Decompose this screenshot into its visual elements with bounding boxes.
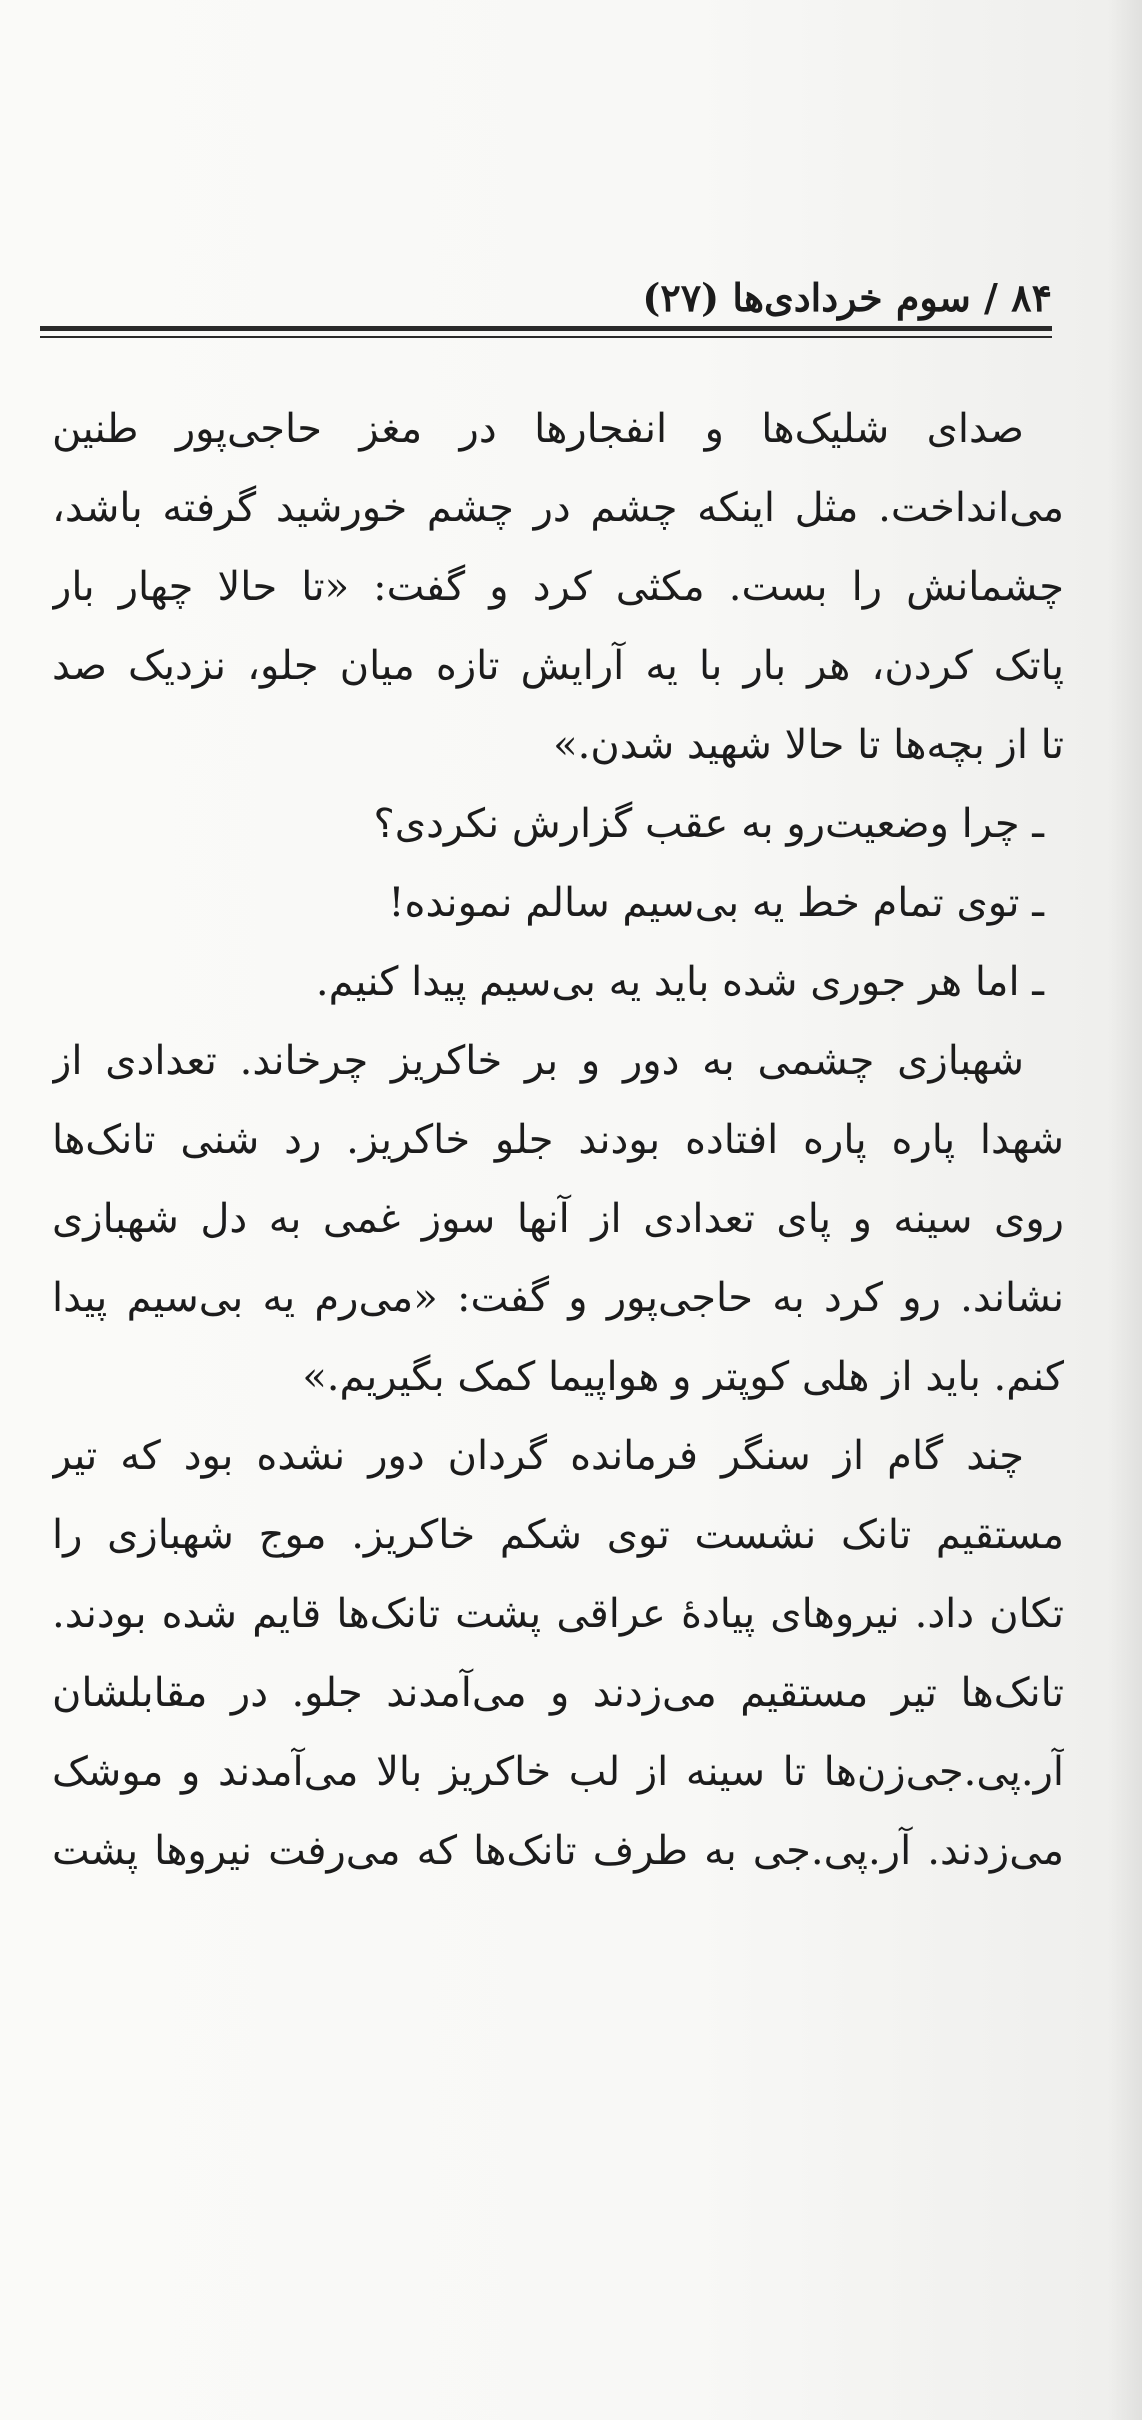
text-line: روی سینه و پای تعدادی از آنها سوز غمی به دل شهبازی: [52, 1196, 1064, 1242]
text-line: شهبازی چشمی به دور و بر خاکریز چرخاند. تعدادی از: [52, 1038, 1024, 1084]
header-rule-thin: [40, 336, 1052, 338]
running-header: ۸۴ / سوم خردادی‌ها (۲۷): [642, 275, 1052, 320]
page-edge-shadow: [1108, 0, 1142, 2420]
dialogue-line: ـ توی تمام خط یه بی‌سیم سالم نمونده!: [388, 880, 1044, 926]
text-line: چند گام از سنگر فرمانده گردان دور نشده بود که تیر: [52, 1433, 1024, 1479]
text-line: کنم. باید از هلی کوپتر و هواپیما کمک بگیریم.»: [302, 1354, 1064, 1400]
text-line: تکان داد. نیروهای پیادهٔ عراقی پشت تانک‌ها قایم شده بودند.: [52, 1591, 1064, 1637]
dialogue-line: ـ اما هر جوری شده باید یه بی‌سیم پیدا کنیم.: [315, 959, 1044, 1005]
text-line: مستقیم تانک نشست توی شکم خاکریز. موج شهبازی را: [52, 1512, 1064, 1558]
text-line: نشاند. رو کرد به حاجی‌پور و گفت: «می‌رم یه بی‌سیم پیدا: [52, 1275, 1064, 1321]
header-rule-thick: [40, 326, 1052, 331]
text-line: پاتک کردن، هر بار با یه آرایش تازه میان جلو، نزدیک صد: [52, 643, 1064, 689]
text-line: چشمانش را بست. مکثی کرد و گفت: «تا حالا چهار بار: [52, 564, 1064, 610]
text-line: آر.پی.جی‌زن‌ها تا سینه از لب خاکریز بالا می‌آمدند و موشک: [52, 1749, 1064, 1795]
text-line: صدای شلیک‌ها و انفجارها در مغز حاجی‌پور طنین: [52, 406, 1025, 452]
text-line: می‌زدند. آر.پی.جی به طرف تانک‌ها که می‌رفت نیروها پشت: [52, 1828, 1064, 1874]
text-line: شهدا پاره پاره افتاده بودند جلو خاکریز. رد شنی تانک‌ها: [52, 1117, 1064, 1163]
text-line: تانک‌ها تیر مستقیم می‌زدند و می‌آمدند جلو. در مقابلشان: [52, 1670, 1064, 1716]
text-line: می‌انداخت. مثل اینکه چشم در چشم خورشید گرفته باشد،: [52, 485, 1064, 531]
text-line: تا از بچه‌ها تا حالا شهید شدن.»: [553, 722, 1064, 768]
body-text: [52, 390, 1064, 1891]
dialogue-line: ـ چرا وضعیت‌رو به عقب گزارش نکردی؟: [373, 801, 1044, 847]
